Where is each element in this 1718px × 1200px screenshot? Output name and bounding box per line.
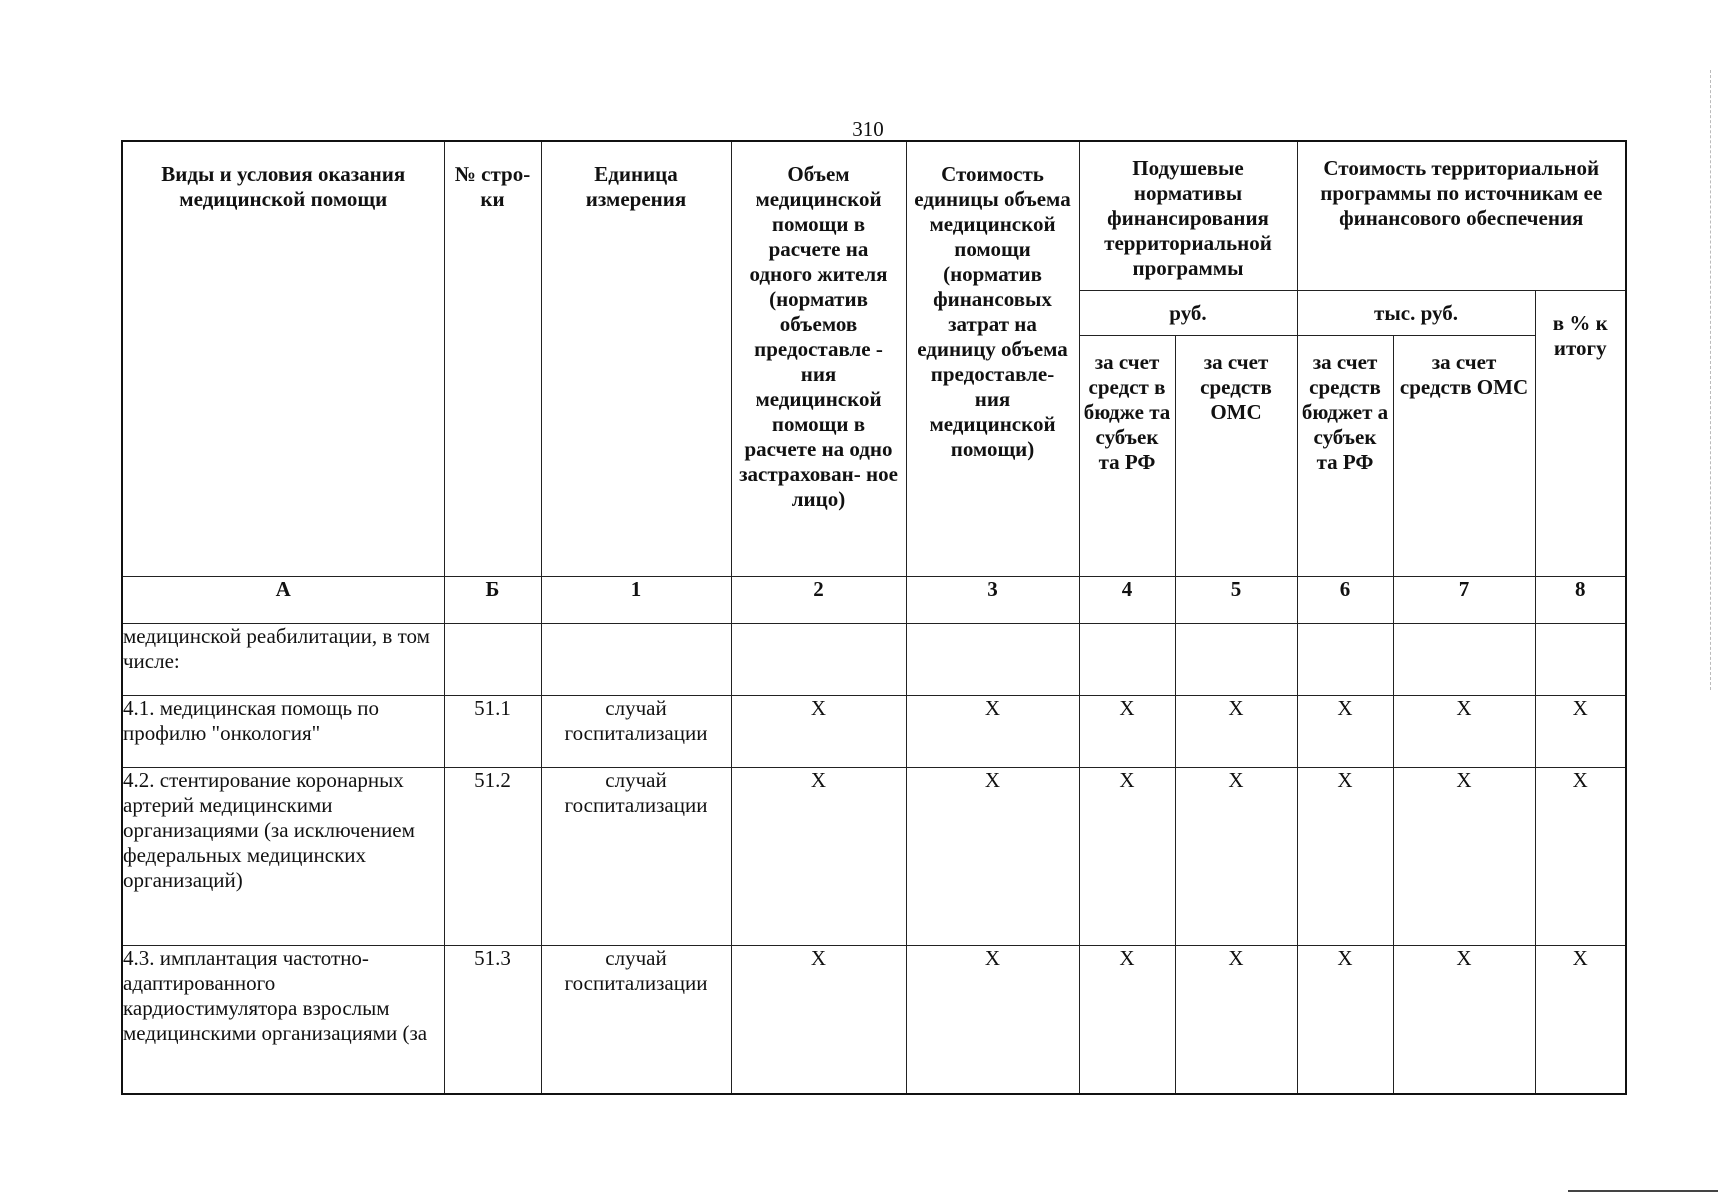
row-value: Х bbox=[1535, 946, 1626, 1094]
header-unit-rub: руб. bbox=[1079, 291, 1297, 336]
column-letter: 4 bbox=[1079, 577, 1175, 624]
row-value bbox=[1079, 624, 1175, 696]
header-percent-total: в % к итогу bbox=[1535, 291, 1626, 577]
column-letter: 7 bbox=[1393, 577, 1535, 624]
header-line-number: № стро- ки bbox=[444, 141, 541, 577]
column-letter: 3 bbox=[906, 577, 1079, 624]
column-letter-row bbox=[122, 577, 1626, 624]
row-value: Х bbox=[1297, 768, 1393, 946]
header-unit-thousand-rub: тыс. руб. bbox=[1297, 291, 1535, 336]
column-letter: 1 bbox=[541, 577, 731, 624]
row-unit: случай госпитализации bbox=[541, 696, 731, 768]
row-value: Х bbox=[1175, 768, 1297, 946]
header-oms-rub: за счет средств ОМС bbox=[1175, 336, 1297, 577]
row-name: 4.2. стентирование коронарных артерий медицинскими организациями (за исключением федеральных медицинских организаций) bbox=[122, 768, 444, 946]
column-letter: А bbox=[122, 577, 444, 624]
row-value bbox=[906, 624, 1079, 696]
row-line-number: 51.3 bbox=[444, 946, 541, 1094]
row-unit bbox=[541, 624, 731, 696]
row-value: Х bbox=[731, 946, 906, 1094]
row-value: Х bbox=[906, 768, 1079, 946]
table-row bbox=[122, 696, 1626, 768]
financing-table bbox=[121, 140, 1627, 1095]
row-value: Х bbox=[1297, 946, 1393, 1094]
row-value: Х bbox=[1535, 696, 1626, 768]
row-line-number: 51.2 bbox=[444, 768, 541, 946]
row-value bbox=[1175, 624, 1297, 696]
column-letter: 8 bbox=[1535, 577, 1626, 624]
row-unit: случай госпитализации bbox=[541, 768, 731, 946]
row-value: Х bbox=[1297, 696, 1393, 768]
header-row-1 bbox=[122, 141, 1626, 291]
row-name: медицинской реабилитации, в том числе: bbox=[122, 624, 444, 696]
scan-bottom-line bbox=[1568, 1190, 1718, 1192]
row-value: Х bbox=[731, 768, 906, 946]
row-value: Х bbox=[1079, 696, 1175, 768]
row-value bbox=[731, 624, 906, 696]
row-value: Х bbox=[1175, 696, 1297, 768]
column-letter: Б bbox=[444, 577, 541, 624]
header-per-capita-group: Подушевые нормативы финансирования территориальной программы bbox=[1079, 141, 1297, 291]
table-row bbox=[122, 946, 1626, 1094]
row-value bbox=[1297, 624, 1393, 696]
row-value bbox=[1393, 624, 1535, 696]
header-budget-rub: за счет средст в бюдже та субъек та РФ bbox=[1079, 336, 1175, 577]
row-line-number bbox=[444, 624, 541, 696]
header-unit-cost: Стоимость единицы объема медицинской помощи (норматив финансовых затрат на единицу объема предоставле- ния медицинской помощи) bbox=[906, 141, 1079, 577]
row-value bbox=[1535, 624, 1626, 696]
row-value: Х bbox=[1535, 768, 1626, 946]
header-volume: Объем медицинской помощи в расчете на одного жителя (норматив объемов предоставле - ния медицинской помощи в расчете на одно застрахован- ное лицо) bbox=[731, 141, 906, 577]
column-letter: 5 bbox=[1175, 577, 1297, 624]
header-types-conditions: Виды и условия оказания медицинской помощи bbox=[122, 141, 444, 577]
row-value: Х bbox=[1393, 696, 1535, 768]
row-line-number: 51.1 bbox=[444, 696, 541, 768]
row-value: Х bbox=[1175, 946, 1297, 1094]
header-program-cost-group: Стоимость территориальной программы по источникам ее финансового обеспечения bbox=[1297, 141, 1626, 291]
page-number: 310 bbox=[852, 117, 884, 141]
row-value: Х bbox=[1393, 946, 1535, 1094]
column-letter: 6 bbox=[1297, 577, 1393, 624]
column-letter: 2 bbox=[731, 577, 906, 624]
row-value: Х bbox=[906, 696, 1079, 768]
row-value: Х bbox=[1079, 768, 1175, 946]
header-unit: Единица измерения bbox=[541, 141, 731, 577]
header-budget-thousand: за счет средств бюджет а субъек та РФ bbox=[1297, 336, 1393, 577]
row-unit: случай госпитализации bbox=[541, 946, 731, 1094]
row-value: Х bbox=[1079, 946, 1175, 1094]
header-oms-thousand: за счет средств ОМС bbox=[1393, 336, 1535, 577]
scan-edge-line bbox=[1709, 70, 1711, 690]
table-row bbox=[122, 768, 1626, 946]
row-name: 4.1. медицинская помощь по профилю "онкология" bbox=[122, 696, 444, 768]
row-value: Х bbox=[731, 696, 906, 768]
row-value: Х bbox=[1393, 768, 1535, 946]
table-row bbox=[122, 624, 1626, 696]
row-value: Х bbox=[906, 946, 1079, 1094]
row-name: 4.3. имплантация частотно-адаптированного кардиостимулятора взрослым медицинскими организациями (за bbox=[122, 946, 444, 1094]
